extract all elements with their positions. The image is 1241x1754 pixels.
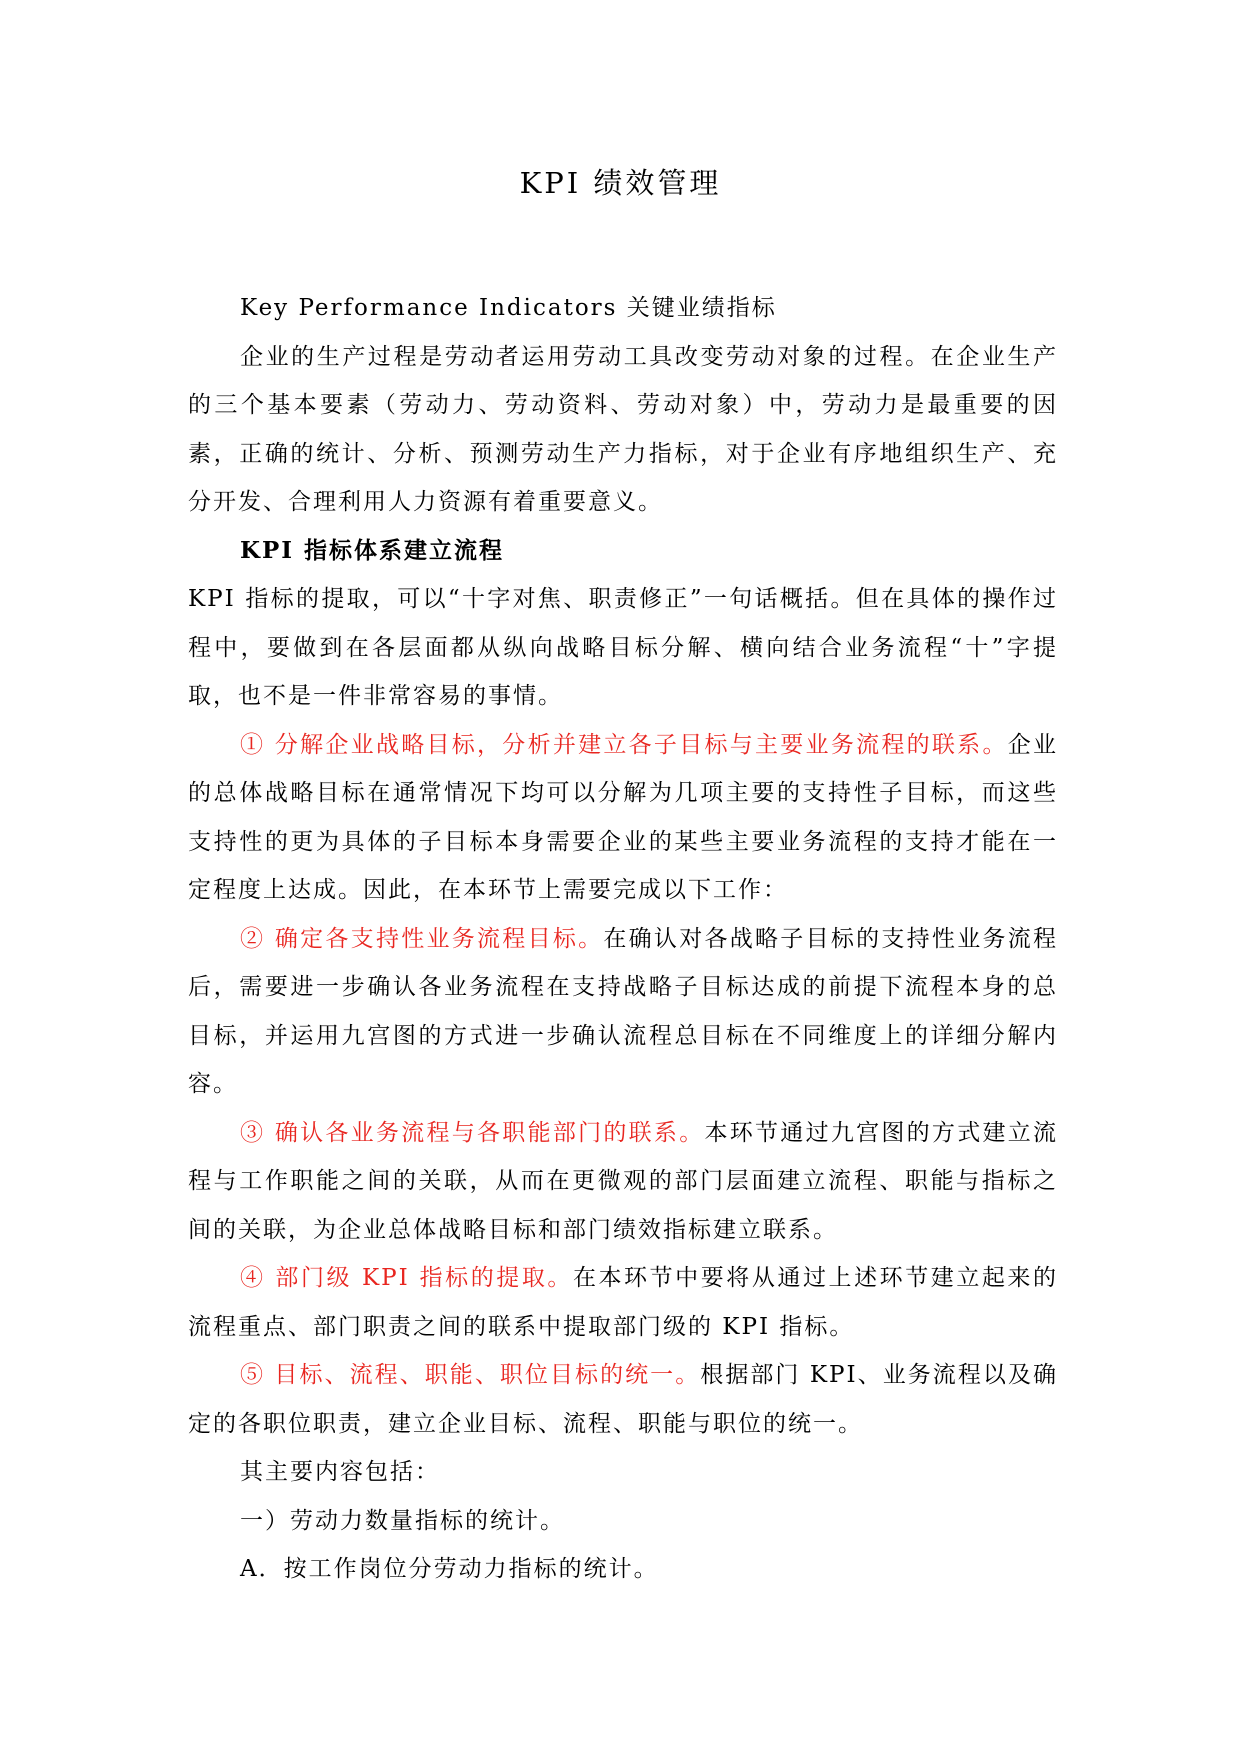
step-2-heading: ② 确定各支持性业务流程目标。 xyxy=(240,925,604,952)
content-intro: 其主要内容包括： xyxy=(240,1459,440,1485)
list-item-labor-quantity: 一）劳动力数量指标的统计。 xyxy=(240,1507,565,1534)
section-intro-paragraph: KPI 指标的提取，可以“十字对焦、职责修正”一句话概括。但在具体的操作过程中，要做到在各层面都从纵向战略目标分解、横向结合业务流程“十”字提取，也不是一件非常容易的事情。 xyxy=(188,586,1058,709)
step-2-text: 在确认对各战略子目标的支持性业务流程后，需要进一步确认各业务流程在支持战略子目标达成的前提下流程本身的总目标，并运用九宫图的方式进一步确认流程总目标在不同维度上的详细分解内容。 xyxy=(188,925,1059,1097)
step-3-heading: ③ 确认各业务流程与各职能部门的联系。 xyxy=(240,1119,705,1146)
intro-paragraph: 企业的生产过程是劳动者运用劳动工具改变劳动对象的过程。在企业生产的三个基本要素（劳动力、劳动资料、劳动对象）中，劳动力是最重要的因素，正确的统计、分析、预测劳动生产力指标，对于企业有序地组织生产、充分开发、合理利用人力资源有着重要意义。 xyxy=(188,343,1058,515)
step-1-paragraph xyxy=(188,721,1058,915)
step-4-heading: ④ 部门级 KPI 指标的提取。 xyxy=(240,1265,573,1291)
list-item-by-position: A．按工作岗位分劳动力指标的统计。 xyxy=(240,1556,659,1582)
document-body xyxy=(188,284,1058,1594)
subtitle: Key Performance Indicators 关键业绩指标 xyxy=(240,295,777,321)
step-3-paragraph xyxy=(188,1109,1058,1255)
section-heading: KPI 指标体系建立流程 xyxy=(240,536,505,564)
step-2-paragraph xyxy=(188,915,1058,1109)
step-4-text: 在本环节中要将从通过上述环节建立起来的流程重点、部门职责之间的联系中提取部门级的 KPI 指标。 xyxy=(188,1265,1058,1340)
page-title: KPI 绩效管理 xyxy=(519,166,722,200)
step-4-paragraph xyxy=(188,1254,1058,1351)
step-5-heading: ⑤ 目标、流程、职能、职位目标的统一。 xyxy=(240,1362,701,1388)
step-1-text: 企业的总体战略目标在通常情况下均可以分解为几项主要的支持性子目标，而这些支持性的更为具体的子目标本身需要企业的某些主要业务流程的支持才能在一定程度上达成。因此，在本环节上需要完成以下工作： xyxy=(188,731,1059,903)
step-1-heading: ① 分解企业战略目标，分析并建立各子目标与主要业务流程的联系。 xyxy=(240,731,1008,758)
step-5-text: 根据部门 KPI、业务流程以及确定的各职位职责，建立企业目标、流程、职能与职位的统一。 xyxy=(188,1362,1058,1437)
step-5-paragraph xyxy=(188,1351,1058,1448)
step-3-text: 本环节通过九宫图的方式建立流程与工作职能之间的关联，从而在更微观的部门层面建立流程、职能与指标之间的关联，为企业总体战略目标和部门绩效指标建立联系。 xyxy=(188,1119,1059,1243)
